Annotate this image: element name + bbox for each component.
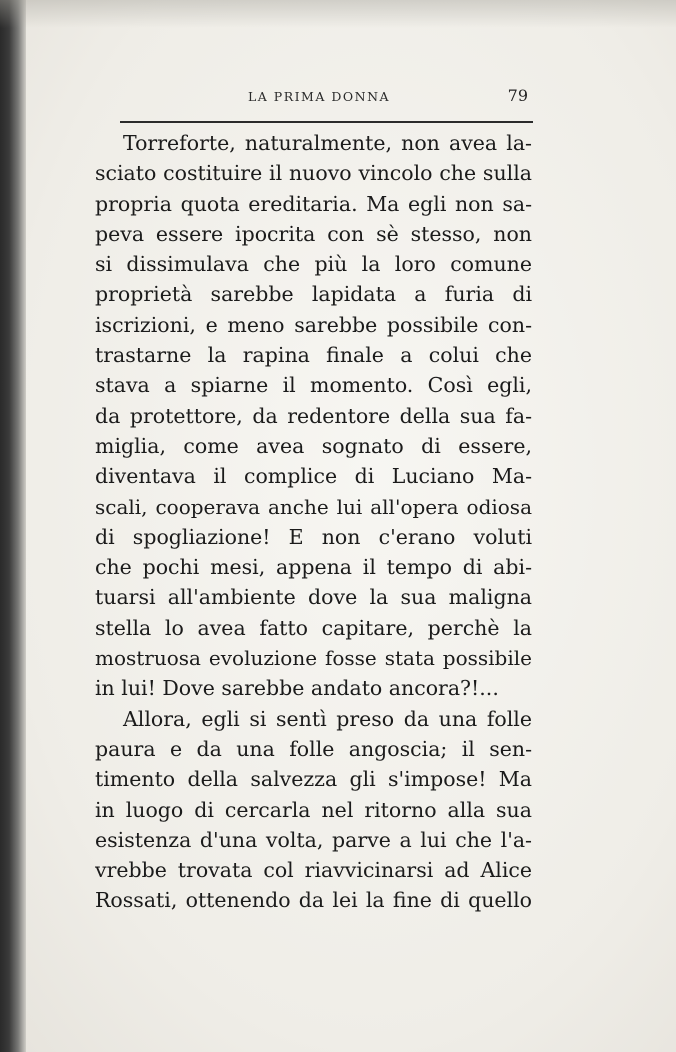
running-title: LA PRIMA DONNA bbox=[248, 89, 391, 104]
text-line: esistenza d'una volta, parve a lui che l'a- bbox=[95, 827, 532, 852]
text-line: scali, cooperava anche lui all'opera odiosa bbox=[95, 494, 532, 519]
top-edge-shadow bbox=[0, 0, 676, 28]
text-line: miglia, come avea sognato di essere, bbox=[95, 433, 532, 458]
body-text bbox=[95, 128, 532, 916]
text-line: in luogo di cercarla nel ritorno alla sua bbox=[95, 797, 532, 822]
text-line: stella lo avea fatto capitare, perchè la bbox=[95, 615, 532, 640]
text-line: di spogliazione! E non c'erano voluti bbox=[95, 524, 532, 549]
text-line: diventava il complice di Luciano Ma- bbox=[95, 464, 532, 489]
text-line: vrebbe trovata col riavvicinarsi ad Alice bbox=[95, 858, 532, 883]
text-line: peva essere ipocrita con sè stesso, non bbox=[95, 221, 532, 246]
text-line: sciato costituire il nuovo vincolo che sulla bbox=[95, 161, 532, 186]
header-rule bbox=[120, 121, 533, 123]
text-line: propria quota ereditaria. Ma egli non sa- bbox=[95, 191, 532, 216]
text-line: che pochi mesi, appena il tempo di abi- bbox=[95, 555, 532, 580]
text-line: timento della salvezza gli s'impose! Ma bbox=[95, 767, 532, 792]
text-line: paura e da una folle angoscia; il sen- bbox=[95, 736, 532, 761]
text-line: si dissimulava che più la loro comune bbox=[95, 252, 532, 277]
text-line: trastarne la rapina finale a colui che bbox=[95, 343, 532, 368]
text-line: proprietà sarebbe lapidata a furia di bbox=[95, 282, 532, 307]
book-spine-shadow bbox=[0, 0, 26, 1052]
text-line: da protettore, da redentore della sua fa- bbox=[95, 403, 532, 428]
running-header bbox=[120, 86, 536, 110]
text-line: in lui! Dove sarebbe andato ancora?!... bbox=[95, 676, 499, 701]
text-line: Torreforte, naturalmente, non avea la- bbox=[123, 131, 532, 155]
text-line: stava a spiarne il momento. Così egli, bbox=[95, 373, 532, 398]
page-number: 79 bbox=[507, 86, 528, 105]
text-line: mostruosa evoluzione fosse stata possibile bbox=[95, 646, 532, 671]
text-line: Rossati, ottenendo da lei la fine di quello bbox=[95, 888, 532, 913]
text-line: tuarsi all'ambiente dove la sua maligna bbox=[95, 585, 532, 610]
text-line: iscrizioni, e meno sarebbe possibile con- bbox=[95, 312, 532, 337]
text-line: Allora, egli si sentì preso da una folle bbox=[123, 706, 532, 731]
